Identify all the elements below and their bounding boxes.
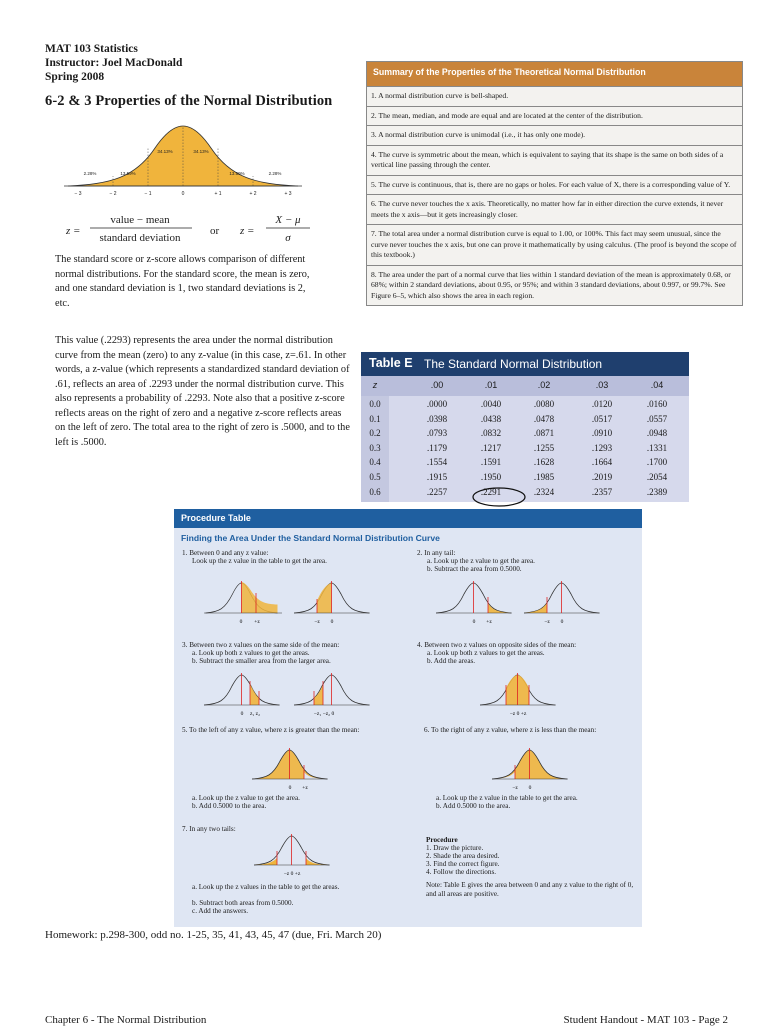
step2-title: 2. In any tail: [417,549,456,557]
figure-step2 [436,579,606,629]
svg-text:0: 0 [472,619,476,625]
svg-text:0: 0 [239,619,243,625]
table-cell: .0948 [646,428,668,439]
step5-b: b. Add 0.5000 to the area. [192,802,267,810]
axis-tick: + 1 [214,191,222,197]
table-cell: .1700 [646,457,668,468]
svg-text:−z: −z [314,619,320,625]
table-cell: .1628 [533,457,555,468]
step1-a: Look up the z value in the table to get the area. [192,557,327,565]
summary-item: 5. The curve is continuous, that is, there are no gaps or holes. For each value of X, there is a corresponding value of Y. [367,175,742,195]
procedure-subtitle: Finding the Area Under the Standard Normal Distribution Curve [181,533,440,543]
table-cell: .0438 [480,413,502,424]
formula-z-left: z = [66,225,81,237]
step6-title: 6. To the right of any z value, where z is less than the mean: [424,726,597,734]
table-cell: .2257 [426,486,448,497]
figure-step7 [254,833,344,881]
axis-tick: − 3 [74,191,82,197]
table-col-header: .04 [650,380,664,390]
summary-item: 1. A normal distribution curve is bell-shaped. [367,86,742,106]
svg-text:+z: +z [486,619,492,625]
table-cell: .1591 [480,457,502,468]
procedure-header: Procedure Table [181,513,251,523]
table-cell: .0871 [533,428,555,439]
page-title: 6-2 & 3 Properties of the Normal Distribution [45,93,333,109]
axis-tick: − 2 [109,191,117,197]
table-cell: .1985 [533,472,555,482]
formula-numerator-symbol: X − μ [275,214,301,226]
svg-text:0: 0 [528,785,532,791]
summary-title: Summary of the Properties of the Theoretical Normal Distribution [367,62,742,86]
step2-b: b. Subtract the area from 0.5000. [427,565,522,573]
step5-a: a. Look up the z value to get the area. [192,794,300,802]
table-col-header: z [372,380,378,390]
table-cell: .2054 [646,472,668,482]
table-cell: .1293 [591,442,613,453]
table-cell: .1255 [533,442,555,453]
formula-or: or [210,225,220,237]
axis-tick: 0 [181,191,185,197]
table-cell: .0040 [480,399,502,409]
table-cell: .2357 [591,486,613,497]
instructor-name: Instructor: Joel MacDonald [45,57,183,69]
step3-title: 3. Between two z values on the same side of the mean: [182,641,340,649]
table-cell: .0517 [591,413,613,424]
table-label: Table E [369,356,413,370]
footer-left: Chapter 6 - The Normal Distribution [45,1014,207,1026]
table-z-cell: 0.5 [369,472,381,482]
table-z-cell: 0.6 [369,486,381,497]
step6-a: a. Look up the z value in the table to get the area. [436,794,578,802]
pct-label: 34.13% [193,149,209,154]
summary-item: 2. The mean, median, and mode are equal and are located at the center of the distribution. [367,106,742,126]
summary-item: 8. The area under the part of a normal curve that lies within 1 standard deviation of the mean is approximately 0.68, or 68%; within 2 standard deviations, about 0.95, or 95%; and within 3 standard deviations, about 0.997, or 99.7%. See Figure 6–5, which also shows the area in each region. [367,265,742,306]
svg-text:0: 0 [240,711,244,717]
table-cell: .0080 [533,399,555,409]
axis-tick: + 3 [284,191,292,197]
course-header [45,42,182,84]
svg-text:0: 0 [288,785,292,791]
table-cell: .0478 [533,413,555,424]
table-z-cell: 0.3 [369,442,381,453]
table-z-cell: 0.2 [369,428,381,439]
pct-label: 2.28% [268,171,282,176]
table-cell: .2389 [646,486,668,497]
table-col-header: .01 [484,380,498,390]
footer-right: Student Handout - MAT 103 - Page 2 [563,1014,728,1026]
figure-step3 [204,671,374,721]
step7-title: 7. In any two tails: [182,825,236,833]
step7-c: c. Add the answers. [192,907,249,915]
axis-tick: − 1 [144,191,152,197]
course-name: MAT 103 Statistics [45,43,138,55]
z-score-formula [60,210,320,250]
table-z-cell: 0.4 [369,457,381,468]
summary-item: 3. A normal distribution curve is unimodal (i.e., it has only one mode). [367,125,742,145]
step3-a: a. Look up both z values to get the areas. [192,649,310,657]
table-cell: .0910 [591,428,613,439]
formula-denominator: standard deviation [99,232,181,244]
table-cell: .1554 [426,457,448,468]
step4-a: a. Look up both z values to get the areas. [427,649,545,657]
table-cell: .0160 [646,399,668,409]
procedure-step: 4. Follow the directions. [426,868,497,876]
table-col-header: .00 [430,380,444,390]
svg-text:0: 0 [330,619,334,625]
table-cell: .1331 [646,442,668,453]
svg-text:+z: +z [254,619,260,625]
axis-tick: + 2 [249,191,257,197]
standard-normal-table [361,352,689,502]
term: Spring 2008 [45,71,105,83]
table-col-header: .03 [595,380,609,390]
table-title: The Standard Normal Distribution [424,357,603,371]
table-cell: .0793 [426,428,448,439]
table-z-cell: 0.0 [369,399,381,409]
figure-step6 [492,747,582,795]
procedure-step: 1. Draw the picture. [426,844,484,852]
step7-b: b. Subtract both areas from 0.5000. [192,899,294,907]
table-cell: .1217 [480,442,502,453]
summary-item: 6. The curve never touches the x axis. Theoretically, no matter how far in either direction the curve extends, it never meets the x axis—but it gets increasingly closer. [367,194,742,224]
formula-numerator: value − mean [110,214,170,226]
svg-text:−z₁ −z₂ 0: −z₁ −z₂ 0 [313,711,335,717]
svg-text:+z: +z [302,785,308,791]
step3-b: b. Subtract the smaller area from the larger area. [192,657,331,665]
figure-step4 [480,671,570,721]
pct-label: 34.13% [157,149,173,154]
table-cell: .2324 [533,486,555,497]
normal-curve-figure [60,118,305,203]
table-cell: .1915 [426,472,448,482]
svg-text:−z 0 +z: −z 0 +z [283,871,301,877]
table-cell: .0398 [426,413,448,424]
table-cell: .1950 [480,472,502,482]
table-cell: .0000 [426,399,448,409]
svg-text:−z: −z [544,619,550,625]
table-cell: .0120 [591,399,613,409]
table-cell: .1179 [427,442,447,453]
svg-text:−z: −z [512,785,518,791]
procedure-step: 2. Shade the area desired. [426,852,500,860]
procedure-table [174,509,642,927]
svg-text:0: 0 [560,619,564,625]
table-cell: .1664 [591,457,613,468]
table-cell: .0557 [646,413,668,424]
table-cell: .2019 [591,472,613,482]
summary-properties-box [366,61,743,306]
svg-text:z₁ z₂: z₁ z₂ [249,711,261,717]
procedure-step: 3. Find the correct figure. [426,860,500,868]
step7-a: a. Look up the z values in the table to get the areas. [192,883,340,891]
step5-title: 5. To the left of any z value, where z is greater than the mean: [182,726,360,734]
table-col-header: .02 [537,380,551,390]
svg-text:−z 0 +z: −z 0 +z [509,711,527,717]
step4-title: 4. Between two z values on opposite sides of the mean: [417,641,577,649]
step1-title: 1. Between 0 and any z value: [182,549,269,557]
step4-b: b. Add the areas. [427,657,476,665]
formula-z-right: z = [240,225,255,237]
table-cell: .2291 [480,486,502,497]
pct-label: 2.28% [83,171,97,176]
table-z-cell: 0.1 [369,413,381,424]
procedure-note: Note: Table E gives the area between 0 and any z value to the right of 0, and all areas are positive. [426,881,634,898]
summary-item: 7. The total area under a normal distribution curve is equal to 1.00, or 100%. This fact may seem unusual, since the curve never touches the x axis, but one can prove it mathematically by using calculus. (The proof is beyond the scope of this textbook.) [367,224,742,265]
procedure-steps-title: Procedure [426,836,458,844]
highlight-circle [471,486,527,508]
area-explanation-paragraph: This value (.2293) represents the area under the normal distribution curve from the mean (zero) to any z-value (in this case, z=.61. In other words, a z-value (which represents a standardized standard deviation of .61, reflects an area of .2293 under the normal distribution curve. This also represents a probability of .2293. Note also that a positive z-score reflects areas on the right of zero and a negative z-score reflects areas on the left of zero. The total area to the right of zero is .5000, and to the left is .5000. [55,335,350,448]
figure-step1 [204,579,374,629]
step6-b: b. Add 0.5000 to the area. [436,802,511,810]
homework-line: Homework: p.298-300, odd no. 1-25, 35, 41, 43, 45, 47 (due, Fri. March 20) [45,929,382,941]
table-cell: .0832 [480,428,502,439]
pct-label: 13.59% [229,171,245,176]
summary-item: 4. The curve is symmetric about the mean, which is equivalent to saying that its shape is the same on both sides of a vertical line passing through the center. [367,145,742,175]
step2-a: a. Look up the z value to get the area. [427,557,535,565]
z-score-paragraph: The standard score or z-score allows comparison of different normal distributions. For the standard score, the mean is zero, and one standard deviation is 1, two standard deviations is 2, etc. [55,254,310,309]
pct-label: 13.59% [120,171,136,176]
formula-denominator-symbol: σ [285,232,291,244]
figure-step5 [252,747,342,795]
